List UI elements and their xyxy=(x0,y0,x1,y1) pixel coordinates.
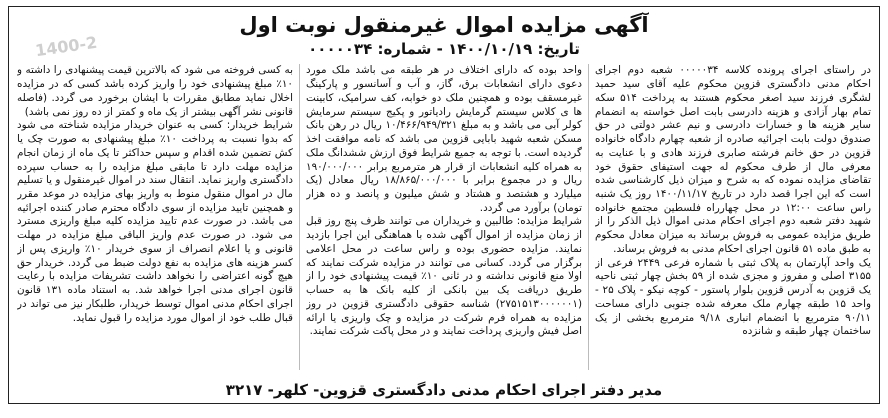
column-divider xyxy=(299,64,300,370)
notice-footer: مدیر دفتر اجرای احکام مدنی دادگستری قزوین- کلهر- ۳۲۱۷ xyxy=(225,381,663,399)
paragraph: به کسی فروخته می شود که بالاترین قیمت پیشنهادی را داشته و ۱۰٪ مبلغ پیشنهادی خود را واریز کرده باشد کسی که در مزایده اخلال نماید مطابق مقررات با ایشان برخورد می گردد. (فاصله قانونی نشر آگهی بیشتر از یک ماه و کمتر از ده روز نمی باشد) xyxy=(17,64,293,118)
notice-header xyxy=(17,13,871,61)
paragraph: واحد بوده که دارای اختلاف در هر طبقه می باشد ملک مورد دعوی دارای انشعابات برق، گاز، و آب و آسانسور و پارکینگ غیرمسقف بوده و همچنین ملک دو خوابه، کف سرامیک، کابینت ها ی کلاس سیستم گرمایش رادیاتور و پکیج سیستم سرمایش کولر آبی می باشد و به مبلغ ۱۰/۴۶۶/۹۴۹/۳۲۱ ریال در رهن بانک مسکن شعبه شهید بابایی قزوین می باشد که نامه موافقت اخذ گردیده است. با توجه به جمیع شرایط فوق ارزش ششدانگ ملک به همراه کلیه انشعابات از قرار هر مترمربع برابر ۱۹۰/۰۰۰/۰۰۰ ریال و در مجموع برابر با ۱۸/۸۶۵/۰۰۰/۰۰۰ ریال معادل (یک میلیارد و هشتصد و هشتاد و شش میلیون و پانصد و ده هزار تومان) برآورد می گردد. xyxy=(306,64,582,214)
watermark: 1400-2 xyxy=(33,32,99,61)
column-divider xyxy=(588,64,589,370)
notice-body xyxy=(17,64,871,370)
column-right xyxy=(595,64,871,370)
paragraph: شرایط خریدار: کسی به عنوان خریدار مزایده شناخته می شود که بدوا نسبت به پرداخت ۱۰٪ مبلغ پیشنهادی به صورت چک یا کش تضمین شده اقدام و سپس حداکثر تا یک ماه از زمان انجام مزایده مهلت دارد تا مابقی مبلغ مزایده را به حساب سپرده دادگستری واریز نماید. انتقال سند در اموال غیرمنقول و یا تسلیم مال در اموال منقول منوط به واریز بهای مزایده در موعد مقرر و همچنین تایید مزایده از سوی دادگاه محترم صادر کننده اجرائیه می باشد. در صورت عدم تایید مزایده کلیه مبلغ واریزی مسترد می شود. در صورت عدم واریز الباقی مبلغ مزایده در مهلت قانونی و یا اعلام انصراف از سوی خریدار ۱۰٪ واریزی پس از کسر هزینه های مزایده به نفع دولت ضبط می گردد. خریدار حق هیچ گونه اعتراضی را نخواهد داشت تشریفات مزایده با رعایت قانون اجرای مدنی اجرا خواهد شد. به استناد ماده ۱۳۱ قانون اجرای احکام مدنی اموال توسط خریدار، طلبکار نیز می تواند در قبال طلب خود از اموال مورد مزایده را قبول نماید. xyxy=(17,119,293,324)
paragraph: در راستای اجرای پرونده کلاسه ۰۰۰۰۰۳۴ شعبه دوم اجرای احکام مدنی دادگستری قزوین محکوم علیه آقای سید حمید لشگری فرزند سید اصغر محکوم هستند به پرداخت ۵۱۴ سکه تمام بهار آزادی و هزینه دادرسی بابت اصل خواسته به انضمام سایر هزینه ها و خسارات دادرسی و نیم عشر دولتی در حق صندوق دولت بابت اجرائیه صادره از شعبه چهارم دادگاه خانواده قزوین در حق خانم فرشته صابری فرزند هادی و با عنایت به معرفی مال از طرف محکوم له جهت استیفای حقوق خود تقاضای مزایده نموده که به شرح و میزان ذیل کارشناسی شده است که این اجرا قصد دارد در تاریخ ۱۴۰۰/۱۱/۱۷ روز یک شنبه راس ساعت ۱۲:۰۰ در محل چهارراه فلسطین مجتمع خانواده شهید دفتر شعبه دوم اجرای احکام مدنی اموال ذیل الذکر را از طریق مزایده عمومی به فروش برساند به میزان معادل محکوم به طبق ماده ۵۱ قانون اجرای احکام مدنی به فروش برساند. xyxy=(595,64,871,255)
notice-date-number: تاریخ: ۱۴۰۰/۱۰/۱۹ - شماره: ۰۰۰۰۰۳۴ xyxy=(308,40,580,59)
paragraph: شرایط مزایده: طالبین و خریداران می توانند ظرف پنج روز قبل از زمان مزایده از اموال آگهی شده با هماهنگی این اجرا بازدید نمایند. مزایده حضوری بوده و راس ساعت در محل اعلامی برگزار می گردد. کسانی می توانند در مزایده شرکت نمایند که اولا منع قانونی نداشته و در ثانی ۱۰٪ قیمت پیشنهادی خود را از طریق دریافت یک بین بانکی از کلیه بانک ها به حساب (۲۷۵۱۵۱۳۰۰۰۰۰۰۱) شناسه حقوقی دادگستری قزوین در روز مزایده به همراه فرم شرکت در مزایده و چک واریزی یا ارائه اصل فیش واریزی پرداخت نمایند و در محل پاکت شرکت نمایند. xyxy=(306,215,582,338)
column-middle xyxy=(306,64,582,370)
auction-notice xyxy=(8,6,880,404)
paragraph: یک واحد آپارتمان به پلاک ثبتی با شماره فرعی ۲۴۴۹ فرعی از ۳۱۵۵ اصلی و مفروز و مجزی شده از ۵۹ بخش چهار ثبتی ناحیه یک قزوین به آدرس قزوین بلوار پاستور - کوچه نیکو - پلاک ۲۵ - واحد ۱۵ طبقه چهارم ملک معرفه شده جنوبی دارای مساحت ۹۰/۱۱ مترمربع با انضمام انباری ۹/۱۸ مترمربع بخشی از یک ساختمان چهار طبقه و شانزده xyxy=(595,256,871,338)
notice-title: آگهی مزایده اموال غیرمنقول نوبت اول xyxy=(239,13,649,37)
column-left xyxy=(17,64,293,370)
